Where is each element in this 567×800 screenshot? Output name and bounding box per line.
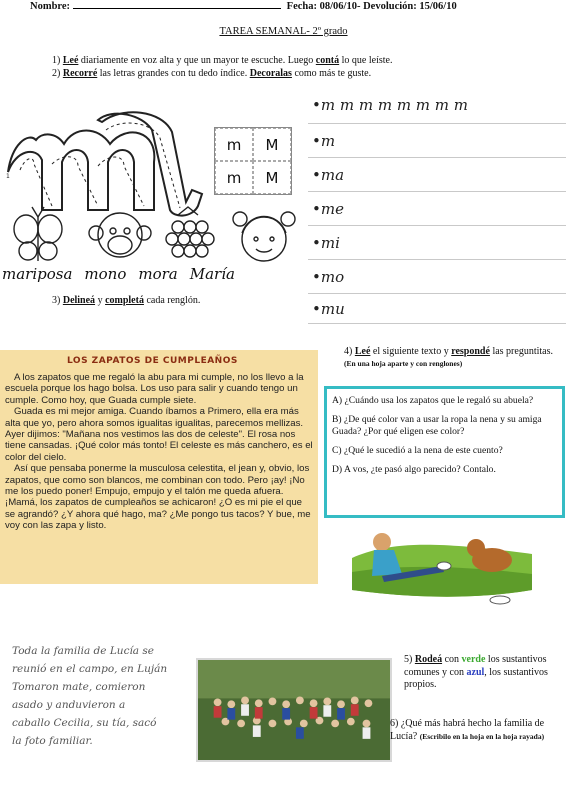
handwritten-line: Tomaron mate, comieron [12, 681, 146, 693]
handwritten-line: Toda la familia de Lucía se [12, 645, 155, 657]
story-paragraph: A los zapatos que me regaló la abu para mi cumple, no los llevo a la escuela porque los hago bolsa. Los uso para salir y cuando tengo un cumple. Como hoy, que Guada cumple siete. [5, 372, 304, 406]
grid-cell: m [215, 128, 253, 161]
picture-row [2, 205, 302, 265]
letter-grid [214, 127, 292, 195]
green-word: verde [461, 654, 486, 665]
handwritten-line: caballo Cecilia, su tía, sacó [12, 717, 157, 729]
word-mora: mora [138, 265, 178, 283]
big-letter-m-illustration [2, 110, 210, 220]
ruled-line[interactable]: •m [308, 124, 566, 158]
ruled-practice-area [308, 90, 566, 322]
ruled-line[interactable]: •mo [308, 260, 566, 294]
ruled-line[interactable]: •m m m m m m m m [308, 90, 566, 124]
ruled-line[interactable]: •me [308, 192, 566, 226]
picture-words [2, 265, 302, 283]
blackberry-icon [166, 207, 214, 257]
instruction-4: 4) Leé el siguiente texto y respondé las preguntitas. (En una hoja aparte y con renglones) [344, 346, 553, 368]
handwritten-line: la foto familiar. [12, 735, 93, 747]
instruction-1: 1) Leé diariamente en voz alta y que un mayor te escuche. Luego contá lo que leíste. [52, 55, 393, 66]
name-blank[interactable] [73, 0, 281, 9]
page-title: TAREA SEMANAL- 2º grado [219, 26, 348, 37]
handwritten-story [12, 642, 198, 750]
grid-cell: m [215, 161, 253, 194]
handwritten-line: reunió en el campo, en Luján [12, 663, 168, 675]
girl-face-icon [233, 212, 295, 261]
story-title: LOS ZAPATOS DE CUMPLEAÑOS [67, 356, 238, 366]
date-text: Fecha: 08/06/10- Devolución: 15/06/10 [286, 1, 457, 12]
question-c: C) ¿Qué le sucedió a la nena de este cuento? [332, 445, 503, 456]
header-line [30, 0, 457, 12]
word-mono: mono [84, 265, 127, 283]
question-a: A) ¿Cuándo usa los zapatos que le regaló su abuela? [332, 395, 534, 406]
questions-box [324, 386, 565, 518]
ruled-line[interactable]: •mi [308, 226, 566, 260]
question-b: B) ¿De qué color van a usar la ropa la nena y su amiga Guada? ¿Por qué eligen ese color? [332, 414, 542, 437]
instruction-5: 5) Rodeá con verde los sustantivos comunes y con azul, los sustantivos propios. [404, 654, 548, 690]
instruction-6: 6) ¿Qué más habrá hecho la familia de Lucía? (Escribilo en la hoja en la hoja rayada) [390, 718, 545, 742]
monkey-icon [89, 213, 151, 257]
ruled-line[interactable]: •ma [308, 158, 566, 192]
family-photo [196, 658, 392, 762]
handwritten-line: asado y anduvieron a [12, 699, 126, 711]
butterfly-icon [14, 207, 62, 261]
question-d: D) A vos, ¿te pasó algo parecido? Contalo. [332, 464, 496, 475]
ruled-line[interactable]: •mu [308, 290, 566, 324]
grid-cell: M [253, 128, 291, 161]
name-label: Nombre: [30, 1, 71, 12]
svg-text:1: 1 [6, 173, 10, 180]
instruction-3: 3) Delineá y completá cada renglón. [52, 295, 201, 306]
blue-word: azul [466, 666, 485, 678]
word-mariposa: mariposa [2, 265, 73, 283]
word-maria: María [189, 265, 235, 283]
girl-dog-illustration [352, 520, 532, 608]
story-panel [0, 350, 318, 584]
instruction-2: 2) Recorré las letras grandes con tu dedo índice. Decoralas como más te guste. [52, 68, 372, 79]
story-paragraph: Así que pensaba ponerme la musculosa celestita, el jean y, obvio, los zapatos, que como son blancos, me combinan con todo. Pero ¡ay! ¡No me los puedo poner! Empujo, empujo y el talón me queda afuera. ¡Mamá, los zapatos de cumpleaños se achicaron! ¿O es mi pie el que se agrandó? ¿Y ahora qué hago, ma? ¿Me pongo tus tacos? Y bue, me voy con las zapa y listo. [5, 463, 311, 532]
grid-cell: M [253, 161, 291, 194]
story-paragraph: Guada es mi mejor amiga. Cuando íbamos a Primero, ella era más alta que yo, pero ahora somos igualitas igualitas, parecemos mellizas. Ayer dijimos: "Mañana nos vestimos las dos de celeste". El rosa nos tiene cansadas. ¡Qué color más tonto! El celeste es más canchero, es el color del cielo. [5, 406, 313, 463]
